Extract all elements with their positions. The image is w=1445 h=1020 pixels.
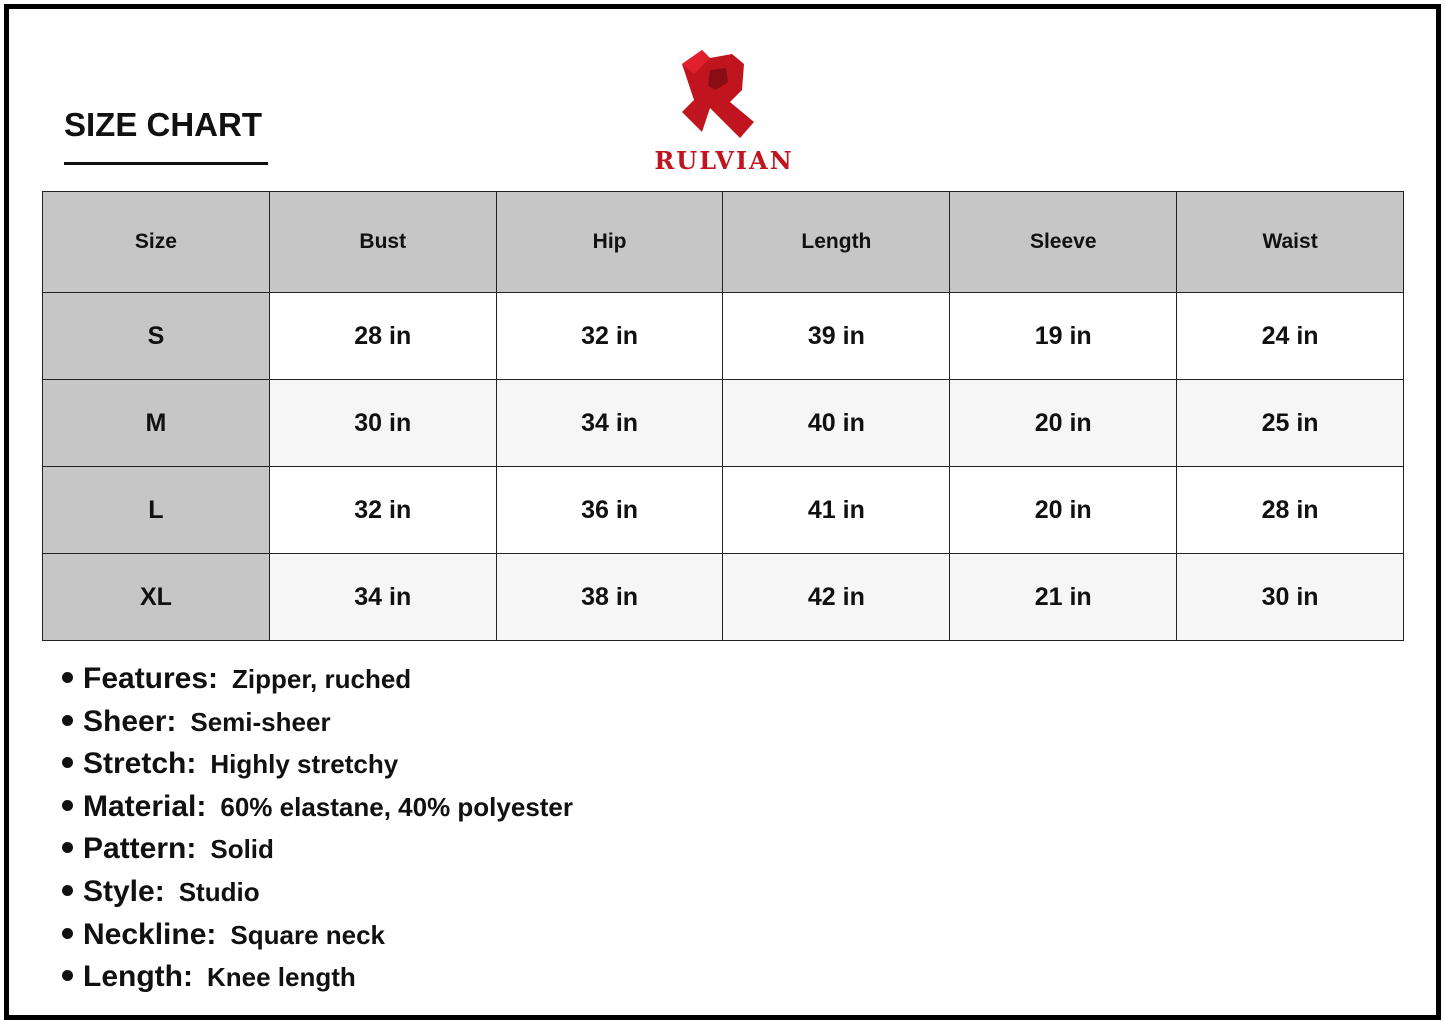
- waist-cell: 30 in: [1177, 554, 1404, 641]
- brand-r-logo-icon: [680, 46, 770, 142]
- sleeve-cell: 21 in: [950, 554, 1177, 641]
- list-item: [62, 790, 573, 833]
- feature-value: Semi-sheer: [190, 706, 331, 737]
- list-item: [62, 662, 573, 705]
- bust-cell: 30 in: [269, 380, 496, 467]
- brand-name: RULVIAN: [654, 146, 794, 175]
- table-row: [43, 467, 1404, 554]
- feature-value: 60% elastane, 40% polyester: [220, 791, 574, 822]
- list-item: [62, 918, 573, 961]
- list-item: [62, 705, 573, 748]
- feature-value: Square neck: [230, 919, 386, 950]
- size-cell: XL: [43, 554, 270, 641]
- feature-label: Material:: [83, 789, 207, 823]
- column-header-length: Length: [723, 192, 950, 293]
- sleeve-cell: 19 in: [950, 293, 1177, 380]
- title-underline: [64, 162, 268, 165]
- feature-label: Sheer:: [83, 704, 177, 738]
- bullet-icon: [62, 757, 73, 768]
- waist-cell: 25 in: [1177, 380, 1404, 467]
- feature-value: Zipper, ruched: [232, 664, 412, 694]
- table-row: [43, 380, 1404, 467]
- bust-cell: 34 in: [269, 554, 496, 641]
- bullet-icon: [62, 800, 73, 811]
- feature-value: Studio: [178, 876, 260, 907]
- table-header-row: [43, 192, 1404, 293]
- feature-value: Knee length: [206, 962, 356, 993]
- size-cell: M: [43, 380, 270, 467]
- length-cell: 39 in: [723, 293, 950, 380]
- column-header-bust: Bust: [269, 192, 496, 293]
- hip-cell: 36 in: [496, 467, 723, 554]
- feature-label: Pattern:: [83, 832, 197, 866]
- list-item: [62, 747, 573, 790]
- size-cell: L: [43, 467, 270, 554]
- feature-label: Features:: [83, 662, 219, 695]
- column-header-sleeve: Sleeve: [950, 192, 1177, 293]
- column-header-waist: Waist: [1177, 192, 1404, 293]
- list-item: [62, 960, 573, 1003]
- bullet-icon: [62, 970, 73, 981]
- sleeve-cell: 20 in: [950, 380, 1177, 467]
- waist-cell: 24 in: [1177, 293, 1404, 380]
- column-header-size: Size: [43, 192, 270, 293]
- bullet-icon: [62, 928, 73, 939]
- brand-logo: [640, 46, 808, 176]
- waist-cell: 28 in: [1177, 467, 1404, 554]
- bullet-icon: [62, 842, 73, 853]
- bust-cell: 32 in: [269, 467, 496, 554]
- length-cell: 42 in: [723, 554, 950, 641]
- sleeve-cell: 20 in: [950, 467, 1177, 554]
- length-cell: 41 in: [723, 467, 950, 554]
- feature-label: Stretch:: [83, 747, 197, 781]
- feature-label: Style:: [83, 874, 165, 908]
- bullet-icon: [62, 672, 73, 683]
- list-item: [62, 832, 573, 875]
- bullet-icon: [62, 715, 73, 726]
- hip-cell: 32 in: [496, 293, 723, 380]
- length-cell: 40 in: [723, 380, 950, 467]
- size-cell: S: [43, 293, 270, 380]
- table-row: [43, 293, 1404, 380]
- table-row: [43, 554, 1404, 641]
- feature-value: Solid: [210, 834, 274, 865]
- hip-cell: 34 in: [496, 380, 723, 467]
- hip-cell: 38 in: [496, 554, 723, 641]
- bust-cell: 28 in: [269, 293, 496, 380]
- feature-list: [62, 662, 573, 1003]
- page-title: SIZE CHART: [64, 106, 262, 143]
- feature-label: Length:: [83, 960, 193, 994]
- feature-value: Highly stretchy: [210, 749, 399, 780]
- feature-label: Neckline:: [83, 917, 217, 951]
- column-header-hip: Hip: [496, 192, 723, 293]
- size-table: [42, 191, 1404, 641]
- list-item: [62, 875, 573, 918]
- bullet-icon: [62, 885, 73, 896]
